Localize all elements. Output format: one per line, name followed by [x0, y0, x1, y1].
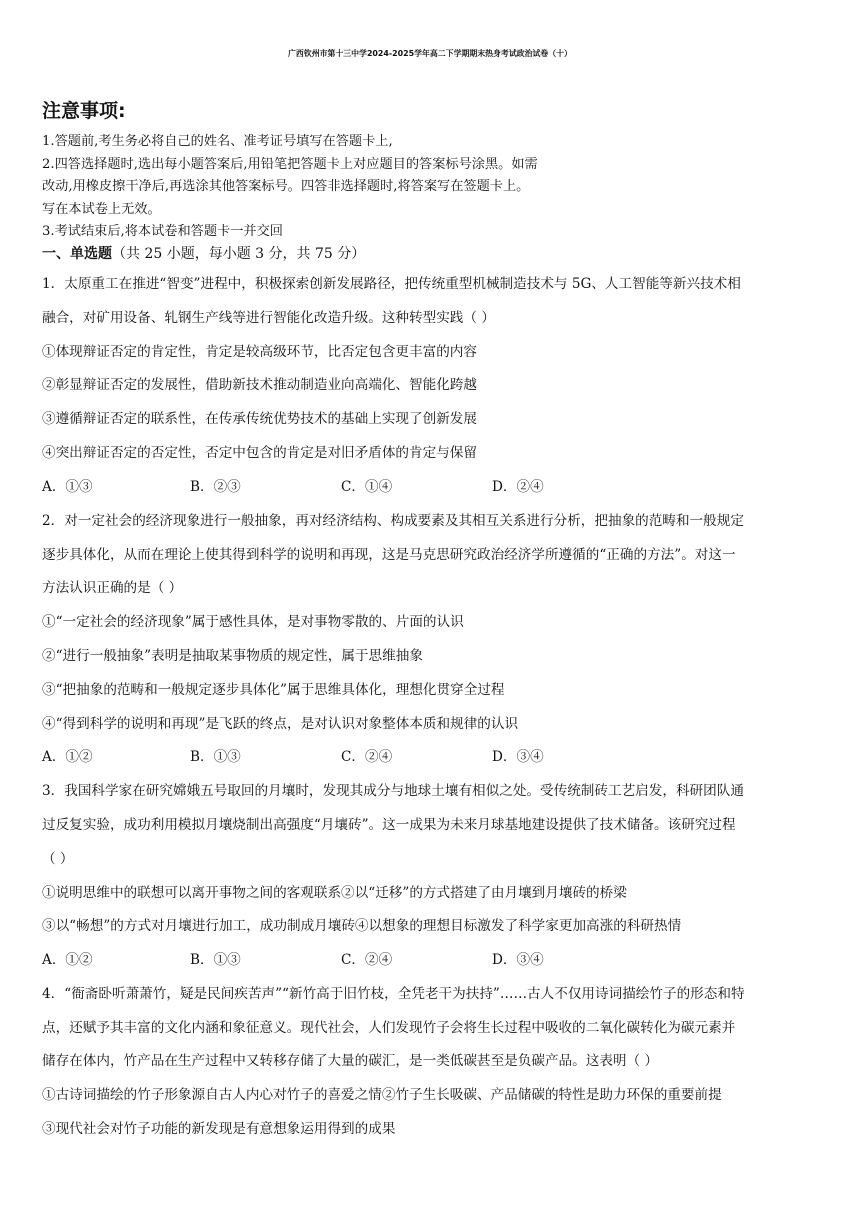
question-statement: ③“把抽象的范畴和一般规定逐步具体化”属于思维具体化，理想化贯穿全过程: [42, 682, 505, 698]
notice-line: 2.四答选择题时,选出每小题答案后,用铅笔把答题卡上对应题目的答案标号涂黑。如需: [42, 157, 538, 172]
question-statement: ③遵循辩证否定的联系性，在传承传统优势技术的基础上实现了创新发展: [42, 411, 477, 427]
question-stem-line: 方法认识正确的是（ ）: [42, 580, 183, 596]
question-statement: ①“一定社会的经济现象”属于感性具体，是对事物零散的、片面的认识: [42, 614, 464, 630]
option-d: D．③④: [492, 749, 544, 765]
exam-title: 广西钦州市第十三中学2024-2025学年高二下学期期末热身考试政治试卷（十）: [288, 49, 572, 58]
notice-line: 1.答题前,考生务必将自己的姓名、准考证号填写在答题卡上,: [42, 134, 393, 149]
option-d: D．②④: [492, 479, 544, 495]
question-statement: ①说明思维中的联想可以离开事物之间的客观联系②以“迁移”的方式搭建了由月壤到月壤砖的桥梁: [42, 885, 627, 901]
question-statement: ④“得到科学的说明和再现”是飞跃的终点，是对认识对象整体本质和规律的认识: [42, 716, 519, 732]
option-b: B．①③: [190, 749, 241, 765]
option-a: A．①②: [42, 749, 93, 765]
question-statement: ①体现辩证否定的肯定性，肯定是较高级环节，比否定包含更丰富的内容: [42, 344, 477, 360]
question-statement: ④突出辩证否定的否定性，否定中包含的肯定是对旧矛盾体的肯定与保留: [42, 445, 477, 461]
question-statement: ②“进行一般抽象”表明是抽取某事物质的规定性，属于思维抽象: [42, 648, 423, 664]
question-statement: ③以“畅想”的方式对月壤进行加工，成功制成月壤砖④以想象的理想目标激发了科学家更加高涨的科研热情: [42, 918, 682, 934]
section-title: 一、单选题: [42, 246, 112, 262]
notice-line: 3.考试结束后,将本试卷和答题卡一并交回: [42, 224, 283, 239]
option-d: D．③④: [492, 952, 544, 968]
question-stem-line: 1．太原重工在推进“智变”进程中，积极探索创新发展路径，把传统重型机械制造技术与 5G、人工智能等新兴技术相: [42, 276, 741, 292]
notice-line: 写在本试卷上无效。: [42, 202, 161, 217]
option-b: B．②③: [190, 479, 241, 495]
question-statement: ②彰显辩证否定的发展性，借助新技术推动制造业向高端化、智能化跨越: [42, 377, 477, 393]
notice-line: 改动,用橡皮擦干净后,再选涂其他答案标号。四答非选择题时,将答案写在签题卡上。: [42, 179, 530, 194]
question-stem-line: 储存在体内，竹产品在生产过程中又转移存储了大量的碳汇，是一类低碳甚至是负碳产品。这表明（ ）: [42, 1053, 659, 1069]
notice-heading: 注意事项:: [42, 100, 126, 122]
question-statement: ①古诗词描绘的竹子形象源自古人内心对竹子的喜爱之情②竹子生长吸碳、产品储碳的特性是助力环保的重要前提: [42, 1087, 722, 1103]
question-stem-line: 过反复实验，成功利用模拟月壤烧制出高强度“月壤砖”。这一成果为未来月球基地建设提供了技术储备。该研究过程: [42, 817, 736, 833]
section-info: （共 25 小题，每小题 3 分，共 75 分）: [112, 246, 366, 262]
question-stem-line: 点，还赋予其丰富的文化内涵和象征意义。现代社会，人们发现竹子会将生长过程中吸收的二氧化碳转化为碳元素并: [42, 1020, 736, 1036]
question-stem-line: 4．“衙斋卧听萧萧竹，疑是民间疾苦声”“新竹高于旧竹枝，全凭老干为扶持”……古人不仅用诗词描绘竹子的形态和特: [42, 986, 745, 1002]
question-stem-line: 逐步具体化，从而在理论上使其得到科学的说明和再现，这是马克思研究政治经济学所遵循的“正确的方法”。对这一: [42, 547, 736, 563]
question-stem-line: 2．对一定社会的经济现象进行一般抽象，再对经济结构、构成要素及其相互关系进行分析，把抽象的范畴和一般规定: [42, 513, 744, 529]
option-a: A．①②: [42, 952, 93, 968]
option-c: C．①④: [341, 479, 393, 495]
question-stem-line: 融合，对矿用设备、轧钢生产线等进行智能化改造升级。这种转型实践（ ）: [42, 310, 495, 326]
question-stem-line: 3．我国科学家在研究嫦娥五号取回的月壤时，发现其成分与地球土壤有相似之处。受传统制砖工艺启发，科研团队通: [42, 783, 744, 799]
section-heading: [42, 245, 365, 263]
option-a: A．①③: [42, 479, 93, 495]
option-c: C．②④: [341, 952, 393, 968]
option-c: C．②④: [341, 749, 393, 765]
question-stem-line: （ ）: [42, 851, 74, 867]
question-statement: ③现代社会对竹子功能的新发现是有意想象运用得到的成果: [42, 1121, 396, 1137]
option-b: B．①③: [190, 952, 241, 968]
